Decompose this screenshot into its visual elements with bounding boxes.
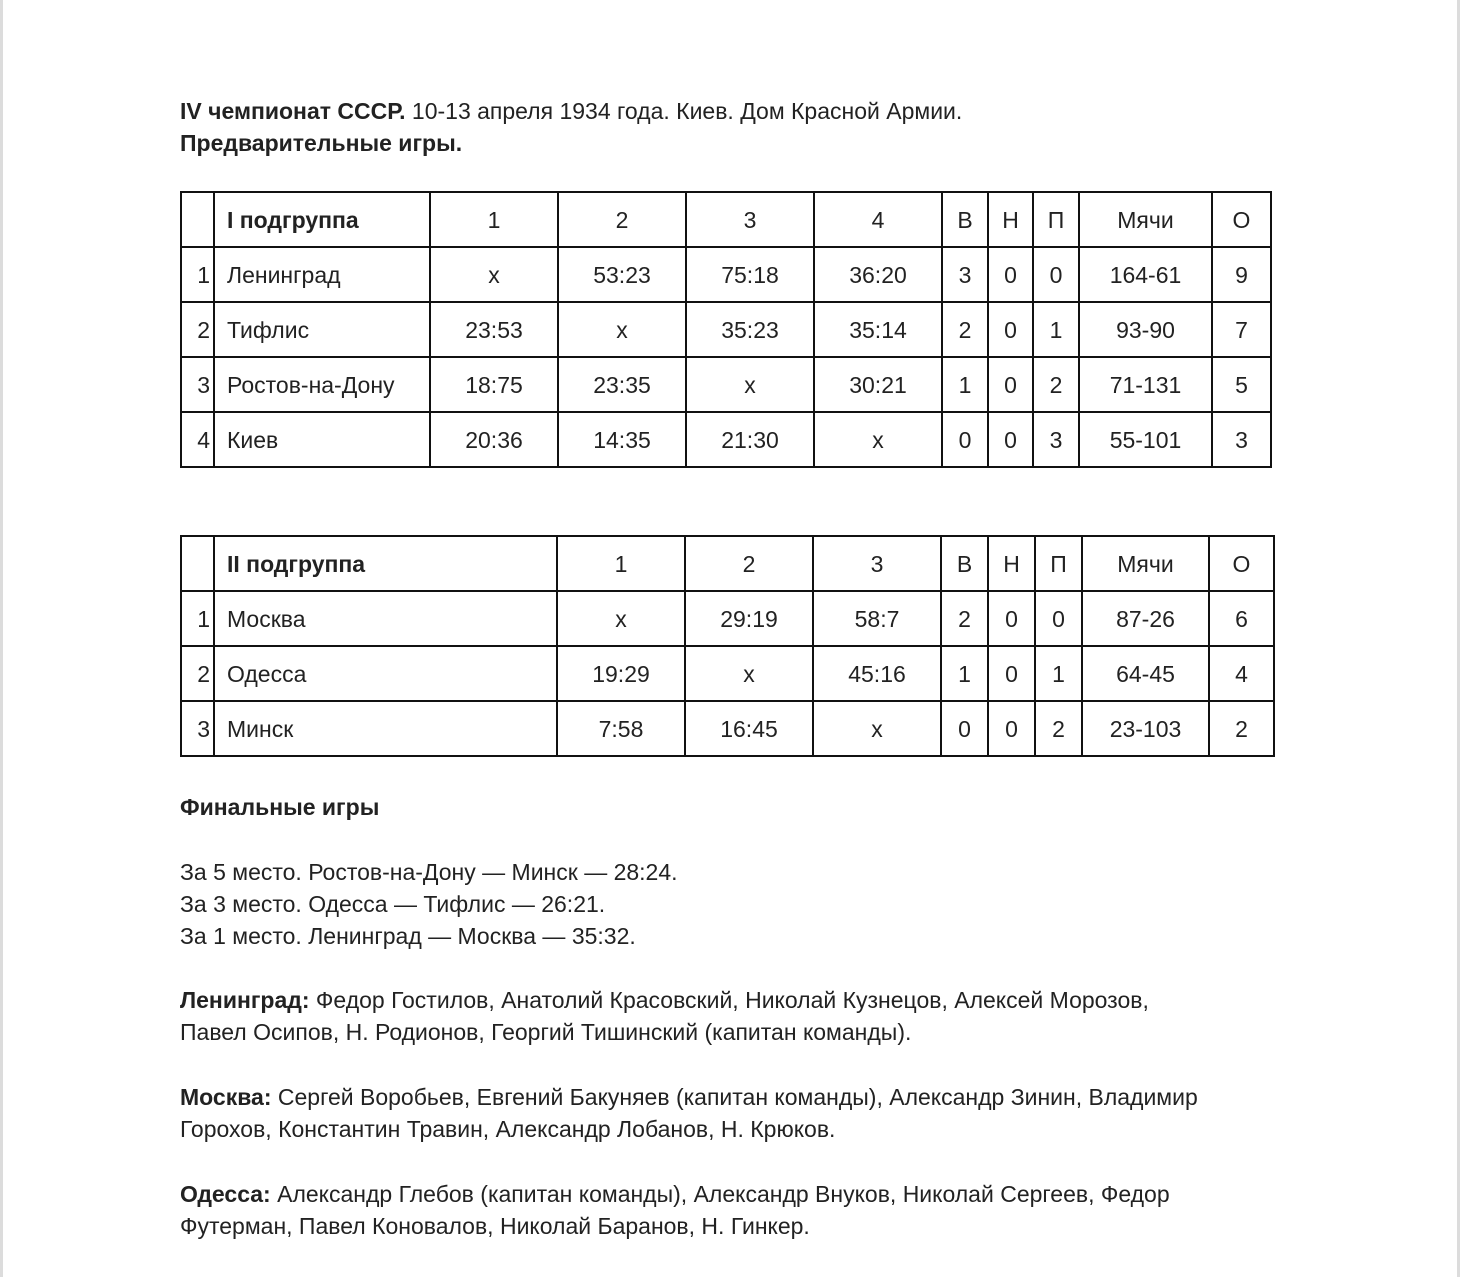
roster-team-name: Одесса: bbox=[180, 1181, 271, 1207]
table-cell: 2 bbox=[1209, 701, 1274, 756]
roster-moscow bbox=[180, 1081, 1280, 1145]
table-cell: х bbox=[558, 302, 686, 357]
roster-players-continued: Футерман, Павел Коновалов, Николай Баранов, Н. Гинкер. bbox=[180, 1213, 810, 1239]
table-cell: 20:36 bbox=[430, 412, 558, 467]
row-number: 1 bbox=[181, 591, 214, 646]
table-cell: 9 bbox=[1212, 247, 1271, 302]
table-cell: 0 bbox=[988, 591, 1035, 646]
header-cell: О bbox=[1209, 536, 1274, 591]
header-cell bbox=[181, 536, 214, 591]
table-cell: х bbox=[557, 591, 685, 646]
header-cell: Мячи bbox=[1082, 536, 1209, 591]
table-cell: х bbox=[814, 412, 942, 467]
row-number: 2 bbox=[181, 646, 214, 701]
header-cell: В bbox=[941, 536, 988, 591]
table-cell: 14:35 bbox=[558, 412, 686, 467]
header-cell: О bbox=[1212, 192, 1271, 247]
table-cell: 0 bbox=[988, 701, 1035, 756]
roster-team-name: Ленинград: bbox=[180, 987, 310, 1013]
table-cell: 75:18 bbox=[686, 247, 814, 302]
table-row bbox=[181, 302, 1271, 357]
row-number: 4 bbox=[181, 412, 214, 467]
roster-players: Сергей Воробьев, Евгений Бакуняев (капитан команды), Александр Зинин, Владимир bbox=[271, 1084, 1198, 1110]
header-cell: 1 bbox=[430, 192, 558, 247]
table-cell: 35:14 bbox=[814, 302, 942, 357]
table-cell: 7:58 bbox=[557, 701, 685, 756]
header-cell: П bbox=[1035, 536, 1082, 591]
table-cell: х bbox=[430, 247, 558, 302]
table-cell: 93-90 bbox=[1079, 302, 1212, 357]
table-row bbox=[181, 591, 1274, 646]
table-cell: 53:23 bbox=[558, 247, 686, 302]
header-cell: В bbox=[942, 192, 988, 247]
row-number: 3 bbox=[181, 701, 214, 756]
finals-heading: Финальные игры bbox=[180, 794, 380, 820]
table-row bbox=[181, 412, 1271, 467]
table-cell: 0 bbox=[1035, 591, 1082, 646]
table-cell: 3 bbox=[942, 247, 988, 302]
header-cell: 1 bbox=[557, 536, 685, 591]
group2-header-row bbox=[181, 536, 1274, 591]
table-cell: 0 bbox=[988, 646, 1035, 701]
document-content bbox=[180, 95, 1280, 1239]
header-cell: 3 bbox=[813, 536, 941, 591]
header-cell: П bbox=[1033, 192, 1079, 247]
table-cell: 2 bbox=[942, 302, 988, 357]
roster-leningrad bbox=[180, 984, 1280, 1048]
finals-results bbox=[180, 856, 678, 952]
table-cell: 23-103 bbox=[1082, 701, 1209, 756]
table-cell: 16:45 bbox=[685, 701, 813, 756]
table-row bbox=[181, 357, 1271, 412]
row-number: 1 bbox=[181, 247, 214, 302]
table-row bbox=[181, 247, 1271, 302]
championship-title: IV чемпионат СССР. bbox=[180, 98, 406, 124]
table-cell: 29:19 bbox=[685, 591, 813, 646]
roster-team-name: Москва: bbox=[180, 1084, 272, 1110]
table-cell: 2 bbox=[1033, 357, 1079, 412]
championship-heading bbox=[180, 95, 1280, 127]
table-cell: 7 bbox=[1212, 302, 1271, 357]
table-cell: 1 bbox=[1035, 646, 1082, 701]
championship-details: 10-13 апреля 1934 года. Киев. Дом Красной Армии. bbox=[405, 98, 963, 124]
team-name: Москва bbox=[214, 591, 557, 646]
header-cell: 3 bbox=[686, 192, 814, 247]
group2-table bbox=[180, 535, 1275, 757]
roster-players-continued: Горохов, Константин Травин, Александр Лобанов, Н. Крюков. bbox=[180, 1116, 836, 1142]
final-result-line: За 1 место. Ленинград — Москва — 35:32. bbox=[180, 923, 636, 949]
table-cell: 5 bbox=[1212, 357, 1271, 412]
group1-title: I подгруппа bbox=[214, 192, 430, 247]
table-cell: 21:30 bbox=[686, 412, 814, 467]
table-cell: 0 bbox=[988, 302, 1033, 357]
table-row bbox=[181, 701, 1274, 756]
table-cell: 1 bbox=[942, 357, 988, 412]
page-left-border bbox=[0, 0, 3, 1277]
table-row bbox=[181, 646, 1274, 701]
header-cell: Н bbox=[988, 536, 1035, 591]
table-cell: 0 bbox=[988, 247, 1033, 302]
table-cell: 36:20 bbox=[814, 247, 942, 302]
table-cell: 3 bbox=[1033, 412, 1079, 467]
table-cell: х bbox=[685, 646, 813, 701]
table-cell: х bbox=[813, 701, 941, 756]
preliminary-heading: Предварительные игры. bbox=[180, 130, 463, 156]
final-result-line: За 3 место. Одесса — Тифлис — 26:21. bbox=[180, 891, 606, 917]
group1-table bbox=[180, 191, 1272, 468]
header-cell: 2 bbox=[558, 192, 686, 247]
table-cell: 64-45 bbox=[1082, 646, 1209, 701]
table-cell: 58:7 bbox=[813, 591, 941, 646]
team-name: Тифлис bbox=[214, 302, 430, 357]
table-cell: 55-101 bbox=[1079, 412, 1212, 467]
header-cell: Мячи bbox=[1079, 192, 1212, 247]
table-cell: 164-61 bbox=[1079, 247, 1212, 302]
team-name: Ростов-на-Дону bbox=[214, 357, 430, 412]
roster-players: Федор Гостилов, Анатолий Красовский, Николай Кузнецов, Алексей Морозов, bbox=[309, 987, 1149, 1013]
table-cell: 19:29 bbox=[557, 646, 685, 701]
table-cell: 3 bbox=[1212, 412, 1271, 467]
table-cell: 6 bbox=[1209, 591, 1274, 646]
team-name: Одесса bbox=[214, 646, 557, 701]
table-cell: 2 bbox=[1035, 701, 1082, 756]
team-name: Киев bbox=[214, 412, 430, 467]
row-number: 3 bbox=[181, 357, 214, 412]
table-cell: 87-26 bbox=[1082, 591, 1209, 646]
table-cell: 0 bbox=[988, 412, 1033, 467]
table-cell: 23:35 bbox=[558, 357, 686, 412]
header-cell: 4 bbox=[814, 192, 942, 247]
team-name: Ленинград bbox=[214, 247, 430, 302]
row-number: 2 bbox=[181, 302, 214, 357]
table-cell: 45:16 bbox=[813, 646, 941, 701]
table-cell: 2 bbox=[941, 591, 988, 646]
final-result-line: За 5 место. Ростов-на-Дону — Минск — 28:24. bbox=[180, 859, 678, 885]
table-cell: 0 bbox=[1033, 247, 1079, 302]
table-cell: 1 bbox=[941, 646, 988, 701]
table-cell: 23:53 bbox=[430, 302, 558, 357]
header-cell bbox=[181, 192, 214, 247]
table-cell: х bbox=[686, 357, 814, 412]
group1-header-row bbox=[181, 192, 1271, 247]
table-cell: 4 bbox=[1209, 646, 1274, 701]
table-cell: 35:23 bbox=[686, 302, 814, 357]
roster-players-continued: Павел Осипов, Н. Родионов, Георгий Тишинский (капитан команды). bbox=[180, 1019, 912, 1045]
header-cell: 2 bbox=[685, 536, 813, 591]
team-name: Минск bbox=[214, 701, 557, 756]
group2-title: II подгруппа bbox=[214, 536, 557, 591]
table-cell: 1 bbox=[1033, 302, 1079, 357]
roster-players: Александр Глебов (капитан команды), Александр Внуков, Николай Сергеев, Федор bbox=[270, 1181, 1170, 1207]
table-cell: 0 bbox=[988, 357, 1033, 412]
header-cell: Н bbox=[988, 192, 1033, 247]
table-cell: 18:75 bbox=[430, 357, 558, 412]
table-cell: 71-131 bbox=[1079, 357, 1212, 412]
table-cell: 0 bbox=[942, 412, 988, 467]
table-cell: 0 bbox=[941, 701, 988, 756]
table-cell: 30:21 bbox=[814, 357, 942, 412]
roster-odessa bbox=[180, 1178, 1280, 1242]
